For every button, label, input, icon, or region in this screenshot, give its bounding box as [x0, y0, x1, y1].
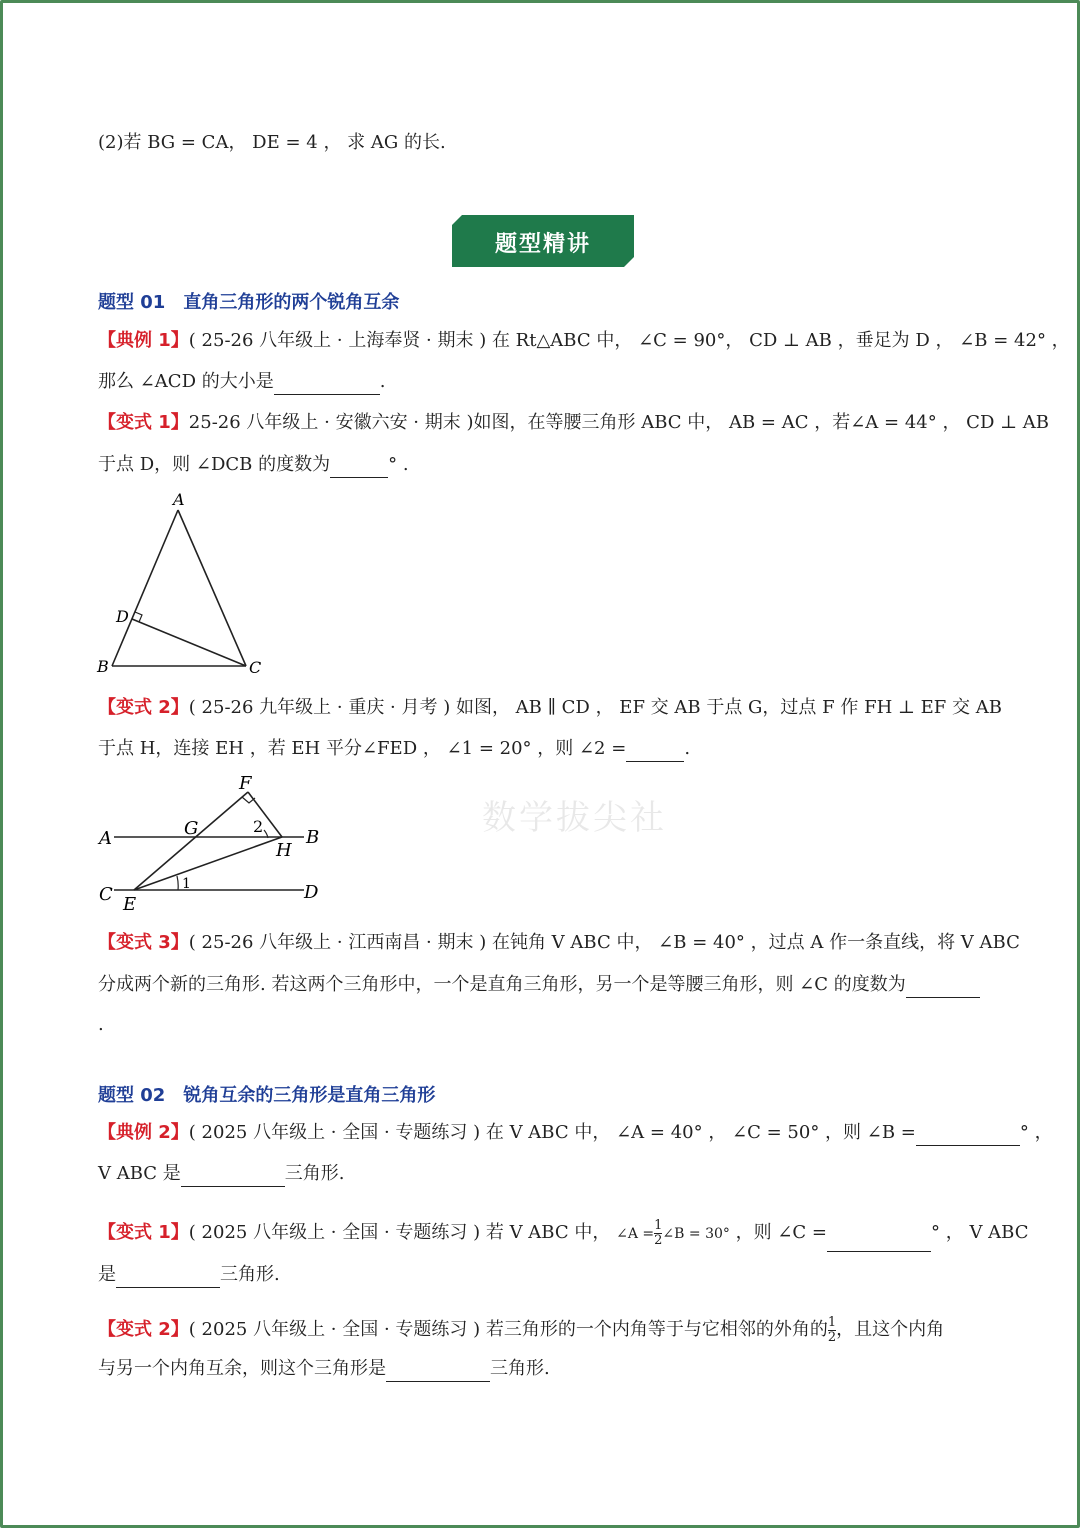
s2-var1-suffix: 三角形. [220, 1264, 280, 1285]
label-d: D [304, 882, 319, 903]
label-d: D [116, 607, 129, 626]
answer-blank[interactable] [916, 1125, 1020, 1146]
degree-suffix: ° ， [1019, 1122, 1053, 1143]
section-num: 题型 02 [98, 1085, 166, 1106]
triangle-figure [96, 488, 276, 682]
var2-text: ( 25-26 九年级上 · 重庆 · 月考 ) 如图， AB ∥ CD ， EF 交 AB 于点 G，过点 F 作 FH ⊥ EF 交 AB [188, 697, 1002, 718]
example1-line2 [98, 369, 385, 395]
var1-text: 25-26 八年级上 · 安徽六安 · 期末 )如图，在等腰三角形 ABC 中， AB = AC ，若∠A = 44° ， CD ⊥ AB [188, 412, 1049, 433]
frac-prefix: ∠A = [616, 1226, 655, 1242]
example2-line2 [98, 1161, 345, 1187]
var2-line2 [98, 736, 690, 762]
s2-var1-text2: ，则 ∠C = [735, 1222, 828, 1243]
var2-text2: 于点 H，连接 EH ，若 EH 平分∠FED ， ∠1 = 20° ，则 ∠2 = [98, 738, 627, 759]
s2-var2-text: ( 2025 八年级上 · 全国 · 专题练习 ) 若三角形的一个内角等于与它相邻的外角的 [188, 1319, 828, 1340]
var1-text2: 于点 D，则 ∠DCB 的度数为 [98, 454, 331, 475]
variant-tag: 【变式 3】 [98, 932, 189, 953]
fraction-half [828, 1316, 836, 1345]
var3-text: ( 25-26 八年级上 · 江西南昌 · 期末 ) 在钝角 V ABC 中， ∠B = 40° ，过点 A 作一条直线，将 V ABC [188, 932, 1020, 953]
example1-text: ( 25-26 八年级上 · 上海奉贤 · 期末 ) 在 Rt△ABC 中， ∠C = 90°， CD ⊥ AB ，垂足为 D ， ∠B = 42° ， [188, 330, 1070, 351]
frac-num: 1 [654, 1217, 663, 1233]
example1-text2: 那么 ∠ACD 的大小是 [98, 371, 274, 392]
banner-label: 题型精讲 [494, 232, 591, 257]
label-a: A [99, 828, 112, 849]
section-title: 直角三角形的两个锐角互余 [183, 292, 400, 313]
label-a: A [173, 490, 185, 509]
answer-blank[interactable] [181, 1166, 285, 1187]
label-g: G [184, 818, 199, 839]
angle-2-label: 2 [253, 817, 264, 836]
section-banner [452, 215, 634, 267]
s2-var2-line1 [98, 1310, 944, 1350]
period: . [684, 738, 691, 759]
label-b: B [97, 657, 109, 676]
s2-var1-text: ( 2025 八年级上 · 全国 · 专题练习 ) 若 V ABC 中， [188, 1222, 611, 1243]
section-title: 锐角互余的三角形是直角三角形 [183, 1085, 436, 1106]
section-heading-2 [98, 1081, 435, 1107]
label-f: F [239, 773, 252, 794]
var1-line1 [98, 410, 1049, 436]
intro-question [98, 130, 446, 156]
var1-line2 [98, 452, 409, 478]
example1-line1 [98, 328, 1070, 354]
s2-var1-text4: 是 [98, 1264, 116, 1285]
var3-text2: 分成两个新的三角形. 若这两个三角形中，一个是直角三角形，另一个是等腰三角形，则 ∠C 的度数为 [98, 974, 906, 995]
s2-var2-suffix: 三角形. [490, 1358, 550, 1379]
label-b: B [306, 827, 320, 848]
label-c: C [249, 658, 262, 677]
frac-den: 2 [654, 1232, 663, 1248]
variant-tag: 【变式 1】 [98, 1222, 189, 1243]
answer-blank[interactable] [906, 977, 980, 998]
example-tag: 【典例 2】 [98, 1122, 189, 1143]
watermark: 数学拔尖社 [482, 798, 667, 838]
s2-var2-text2: ，且这个内角 [836, 1319, 945, 1340]
section-num: 题型 01 [98, 292, 166, 313]
section-heading-1 [98, 288, 399, 314]
period: . [379, 371, 386, 392]
s2-var1-text3: ° ， V ABC [931, 1222, 1029, 1243]
answer-blank[interactable] [274, 374, 380, 395]
example-tag: 【典例 1】 [98, 330, 189, 351]
var2-line1 [98, 695, 1002, 721]
parallel-lines-figure [96, 772, 336, 920]
intro-text: (2)若 BG = CA， DE = 4 ， 求 AG 的长. [98, 132, 446, 153]
variant-tag: 【变式 1】 [98, 412, 189, 433]
answer-blank[interactable] [827, 1231, 931, 1252]
example2-line1 [98, 1120, 1053, 1146]
answer-blank[interactable] [386, 1361, 490, 1382]
example2-text: ( 2025 八年级上 · 全国 · 专题练习 ) 在 V ABC 中， ∠A = 40° ， ∠C = 50° ，则 ∠B = [188, 1122, 916, 1143]
var3-line2 [98, 972, 980, 998]
frac-suffix: ∠B = 30° [662, 1226, 730, 1242]
var3-line3 [98, 1012, 104, 1038]
label-c: C [99, 884, 113, 905]
degree-suffix: ° . [388, 454, 409, 475]
variant-tag: 【变式 2】 [98, 1319, 189, 1340]
answer-blank[interactable] [330, 457, 388, 478]
example2-suffix: 三角形. [284, 1163, 345, 1184]
s2-var2-text3: 与另一个内角互余，则这个三角形是 [98, 1358, 386, 1379]
label-h: H [276, 840, 292, 861]
label-e: E [123, 894, 137, 915]
frac-num: 1 [827, 1314, 837, 1330]
answer-blank[interactable] [116, 1267, 220, 1288]
s2-var1-line2 [98, 1262, 280, 1288]
angle-1-label: 1 [182, 876, 191, 892]
period: . [98, 1014, 104, 1035]
var3-line1 [98, 930, 1020, 956]
s2-var1-line1 [98, 1215, 1029, 1252]
answer-blank[interactable] [626, 741, 684, 762]
example2-text2: V ABC 是 [98, 1163, 181, 1184]
variant-tag: 【变式 2】 [98, 697, 189, 718]
s2-var2-line2 [98, 1356, 550, 1382]
frac-den: 2 [827, 1329, 837, 1345]
